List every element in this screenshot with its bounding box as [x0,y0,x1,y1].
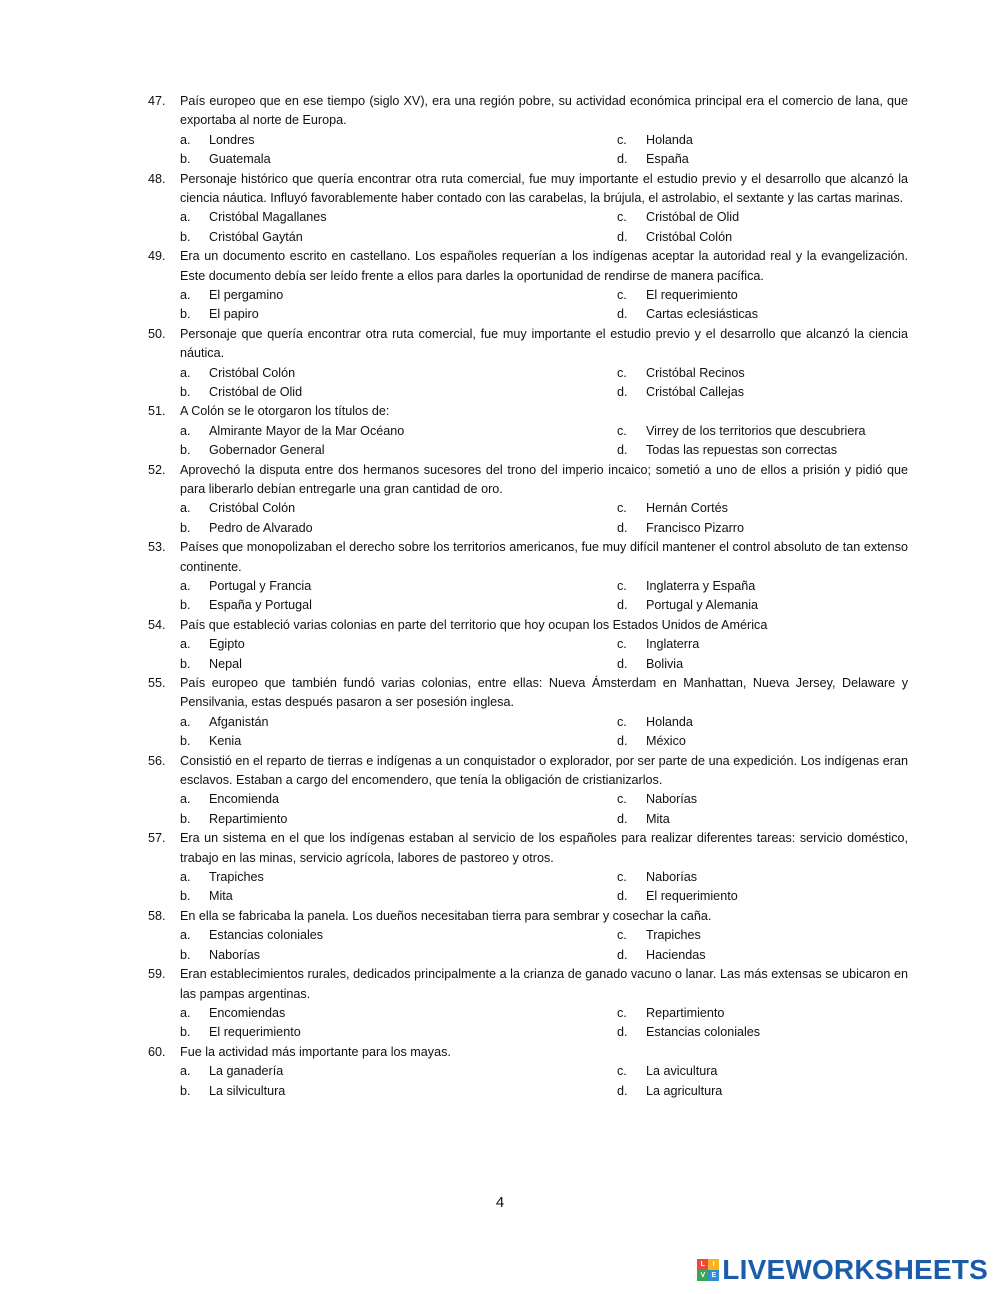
answer-option [180,596,312,615]
answer-option [617,519,744,538]
option-letter: d. [617,307,628,322]
answer-option [617,713,693,732]
option-letter: c. [617,365,627,380]
option-text: España y Portugal [209,598,312,613]
option-text: Pedro de Alvarado [209,520,313,535]
answer-option [180,810,287,829]
question-text: País europeo que en ese tiempo (siglo XV), era una región pobre, su actividad económica principal era el comercio de lana, que exportaba al norte de Europa. [180,94,908,128]
answer-option [180,422,404,441]
answer-options [148,1004,908,1043]
question-text: A Colón se le otorgaron los títulos de: [180,404,390,419]
option-text: Inglaterra [646,637,700,652]
answer-option [180,286,283,305]
question-47 [148,92,908,170]
option-letter: c. [617,288,627,303]
question-58 [148,907,908,965]
option-text: Afganistán [209,714,269,729]
answer-option [617,810,670,829]
question-stem [148,907,908,926]
question-number: 50. [148,326,166,341]
question-text: Fue la actividad más importante para los mayas. [180,1044,451,1059]
option-text: Estancias coloniales [209,928,324,943]
question-stem [148,402,908,421]
option-text: Trapiches [209,870,264,885]
option-text: El pergamino [209,288,284,303]
option-text: España [646,152,689,167]
question-stem [148,674,908,713]
option-text: Cristóbal Colón [209,501,296,516]
question-text: Países que monopolizaban el derecho sobre los territorios americanos, fue muy difícil mantener el control absoluto de tan extenso continente. [180,540,908,574]
question-48 [148,170,908,248]
live-badge-icon [697,1259,719,1281]
answer-options [148,926,908,965]
question-stem [148,829,908,868]
option-text: Cristóbal Colón [646,229,733,244]
option-text: Portugal y Alemania [646,598,759,613]
answer-option [180,926,323,945]
question-number: 47. [148,94,166,108]
question-60 [148,1043,908,1101]
answer-option [180,1082,285,1101]
question-number: 57. [148,831,166,846]
answer-option [180,228,303,247]
option-letter: c. [617,579,627,594]
answer-option [617,131,693,150]
answer-option [617,150,689,169]
answer-option [617,732,686,751]
answer-option [180,1004,285,1023]
option-letter: a. [180,288,191,303]
option-text: Cristóbal Magallanes [209,210,327,225]
question-text: País que estableció varias colonias en parte del territorio que hoy ocupan los Estados Unidos de América [180,617,768,632]
question-list [148,92,908,1101]
option-letter: b. [180,307,191,322]
option-text: Bolivia [646,656,684,671]
answer-option [617,383,744,402]
option-text: Hernán Cortés [646,501,728,516]
option-letter: d. [617,385,628,400]
option-letter: c. [617,132,627,147]
option-letter: b. [180,656,191,671]
answer-option [180,577,311,596]
option-text: Cristóbal Recinos [646,365,745,380]
option-text: Cristóbal Colón [209,365,296,380]
option-text: Virrey de los territorios que descubriera [646,423,866,438]
option-text: Kenia [209,734,242,749]
option-letter: d. [617,1083,628,1098]
answer-option [617,868,697,887]
option-letter: d. [617,443,628,458]
question-stem [148,1043,908,1062]
question-stem [148,965,908,1004]
option-text: Inglaterra y España [646,579,756,594]
option-letter: d. [617,656,628,671]
option-text: Holanda [646,132,693,147]
option-text: México [646,734,686,749]
question-text: Personaje que quería encontrar otra ruta comercial, fue muy importante el estudio previo y el desarrollo que alcanzó la ciencia náutica. [180,326,908,361]
option-text: El requerimiento [209,1025,301,1040]
question-text: En ella se fabricaba la panela. Los dueños necesitaban tierra para sembrar y cosechar la caña. [180,908,712,923]
answer-option [617,286,738,305]
option-letter: a. [180,423,191,438]
question-number: 53. [148,540,166,555]
answer-option [180,364,295,383]
answer-option [180,713,269,732]
option-text: El requerimiento [646,288,738,303]
option-letter: b. [180,1083,191,1098]
question-stem [148,538,908,577]
answer-options [148,713,908,752]
option-text: Almirante Mayor de la Mar Océano [209,423,405,438]
question-49 [148,247,908,325]
question-number: 48. [148,171,166,186]
question-text: Consistió en el reparto de tierras e indígenas a un conquistador o explorador, por ser parte de una expedición. Los indígenas eran esclavos. Estaban a cargo del encomendero, que tenía la obligación de cristianizarlos. [180,753,908,788]
question-text: Eran establecimientos rurales, dedicados principalmente a la crianza de ganado vacuno o lanar. Las más extensas se ubicaron en las pampas argentinas. [180,967,908,1001]
badge-letter: I [708,1259,719,1270]
answer-option [180,150,271,169]
question-57 [148,829,908,907]
answer-option [180,383,302,402]
option-text: Egipto [209,637,245,652]
question-number: 60. [148,1044,166,1059]
question-52 [148,461,908,539]
option-text: Encomienda [209,792,280,807]
question-stem [148,92,908,131]
option-letter: b. [180,1025,191,1040]
answer-option [180,655,242,674]
answer-option [180,887,233,906]
badge-letter: V [697,1270,708,1281]
option-letter: a. [180,714,191,729]
option-text: Cristóbal de Olid [209,385,303,400]
question-text: País europeo que también fundó varias colonias, entre ellas: Nueva Ámsterdam en Manhattan, Nueva Jersey, Delaware y Pensilvania, estas después pasaron a ser posesión inglesa. [180,676,908,710]
question-number: 55. [148,676,166,691]
option-letter: b. [180,152,191,167]
answer-option [617,1082,722,1101]
answer-option [180,499,295,518]
option-text: Repartimiento [209,811,288,826]
question-number: 58. [148,908,166,923]
option-letter: c. [617,1064,627,1079]
option-text: Naborías [646,870,698,885]
option-text: Cristóbal de Olid [646,210,740,225]
option-letter: c. [617,928,627,943]
option-letter: b. [180,598,191,613]
option-letter: a. [180,1005,191,1020]
question-number: 56. [148,753,166,768]
option-letter: a. [180,501,191,516]
option-text: Londres [209,132,255,147]
answer-option [617,228,732,247]
answer-options [148,422,908,461]
option-text: Estancias coloniales [646,1025,761,1040]
option-letter: d. [617,734,628,749]
option-letter: c. [617,637,627,652]
option-letter: a. [180,928,191,943]
answer-option [617,499,728,518]
answer-option [180,441,325,460]
question-number: 51. [148,404,166,419]
answer-options [148,635,908,674]
answer-option [617,364,745,383]
option-text: Gobernador General [209,443,325,458]
option-letter: a. [180,210,191,225]
question-number: 52. [148,462,166,477]
page-number: 4 [495,1194,505,1211]
question-number: 49. [148,249,166,264]
answer-option [180,946,260,965]
option-text: Haciendas [646,947,706,962]
option-text: Encomiendas [209,1005,286,1020]
answer-option [617,946,706,965]
option-letter: a. [180,1064,191,1079]
question-stem [148,752,908,791]
option-letter: c. [617,792,627,807]
option-letter: b. [180,947,191,962]
option-text: Trapiches [646,928,701,943]
liveworksheets-logo [697,1254,988,1286]
answer-options [148,131,908,170]
answer-option [180,732,241,751]
answer-option [617,1023,760,1042]
brand-name: LIVEWORKSHEETS [722,1254,988,1285]
question-55 [148,674,908,752]
option-text: El papiro [209,307,259,322]
option-text: Nepal [209,656,242,671]
option-letter: c. [617,1005,627,1020]
answer-option [617,422,866,441]
answer-option [617,635,699,654]
answer-options [148,790,908,829]
option-text: Todas las repuestas son correctas [646,443,838,458]
answer-options [148,364,908,403]
answer-option [617,655,683,674]
answer-option [180,1062,283,1081]
option-text: El requerimiento [646,889,738,904]
question-number: 54. [148,617,166,632]
option-text: Cristóbal Gaytán [209,229,303,244]
option-letter: c. [617,423,627,438]
question-stem [148,616,908,635]
option-letter: a. [180,132,191,147]
answer-option [617,577,755,596]
answer-options [148,499,908,538]
option-letter: b. [180,811,191,826]
option-text: Portugal y Francia [209,579,312,594]
option-letter: b. [180,229,191,244]
option-letter: c. [617,210,627,225]
option-text: Cartas eclesiásticas [646,307,758,322]
option-letter: a. [180,870,191,885]
option-text: Holanda [646,714,693,729]
question-54 [148,616,908,674]
option-letter: c. [617,501,627,516]
option-letter: b. [180,385,191,400]
answer-option [617,887,738,906]
option-text: Naborías [646,792,698,807]
option-text: Repartimiento [646,1005,725,1020]
question-text: Era un documento escrito en castellano. Los españoles requerían a los indígenas aceptar la autoridad real y la evangelización. Este documento debía ser leído frente a ellos para darles la oportunidad de rendirse de manera pacífica. [180,249,908,283]
option-letter: d. [617,520,628,535]
option-letter: b. [180,889,191,904]
question-53 [148,538,908,616]
option-text: Cristóbal Callejas [646,385,744,400]
badge-letter: E [708,1270,719,1281]
question-text: Aprovechó la disputa entre dos hermanos sucesores del trono del imperio incaico; sometió a uno de ellos a prisión y pidió que para liberarlo debían entregarle una gran cantidad de oro. [180,462,908,497]
option-letter: b. [180,520,191,535]
answer-option [180,305,259,324]
option-text: La agricultura [646,1083,723,1098]
question-text: Era un sistema en el que los indígenas estaban al servicio de los españoles para realizar diferentes tareas: servicio doméstico, trabajo en las minas, servicio agrícola, labores de pastoreo y otros. [180,831,908,865]
option-letter: c. [617,714,627,729]
option-text: Guatemala [209,152,271,167]
question-stem [148,325,908,364]
option-letter: d. [617,889,628,904]
answer-option [180,131,255,150]
answer-option [180,519,313,538]
answer-option [180,1023,301,1042]
option-letter: a. [180,792,191,807]
option-text: Mita [646,811,670,826]
answer-options [148,577,908,616]
option-text: Francisco Pizarro [646,520,744,535]
option-text: La silvicultura [209,1083,286,1098]
question-51 [148,402,908,460]
option-letter: d. [617,947,628,962]
option-letter: d. [617,229,628,244]
question-56 [148,752,908,830]
answer-option [617,1004,724,1023]
question-stem [148,247,908,286]
answer-option [617,208,739,227]
answer-option [617,596,758,615]
answer-option [180,208,327,227]
question-59 [148,965,908,1043]
option-letter: b. [180,734,191,749]
option-letter: d. [617,811,628,826]
answer-option [617,790,697,809]
option-text: La avicultura [646,1064,718,1079]
option-letter: a. [180,579,191,594]
answer-option [180,635,245,654]
option-text: La ganadería [209,1064,284,1079]
question-stem [148,170,908,209]
question-stem [148,461,908,500]
answer-option [180,868,264,887]
answer-option [617,305,758,324]
answer-options [148,286,908,325]
option-text: Naborías [209,947,261,962]
option-letter: d. [617,1025,628,1040]
answer-options [148,208,908,247]
badge-letter: L [697,1259,708,1270]
answer-option [617,1062,717,1081]
option-text: Mita [209,889,233,904]
question-50 [148,325,908,403]
option-letter: a. [180,637,191,652]
option-letter: a. [180,365,191,380]
answer-options [148,1062,908,1101]
answer-option [617,441,837,460]
option-letter: d. [617,598,628,613]
answer-option [180,790,279,809]
answer-options [148,868,908,907]
answer-option [617,926,701,945]
question-text: Personaje histórico que quería encontrar otra ruta comercial, fue muy importante el estudio previo y el desarrollo que alcanzó la ciencia náutica. Influyó favorablemente haber contado con las carabelas, la brújula, el astrolabio, el sextante y las cartas marinas. [180,171,908,206]
option-letter: c. [617,870,627,885]
option-letter: b. [180,443,191,458]
option-letter: d. [617,152,628,167]
question-number: 59. [148,967,166,982]
